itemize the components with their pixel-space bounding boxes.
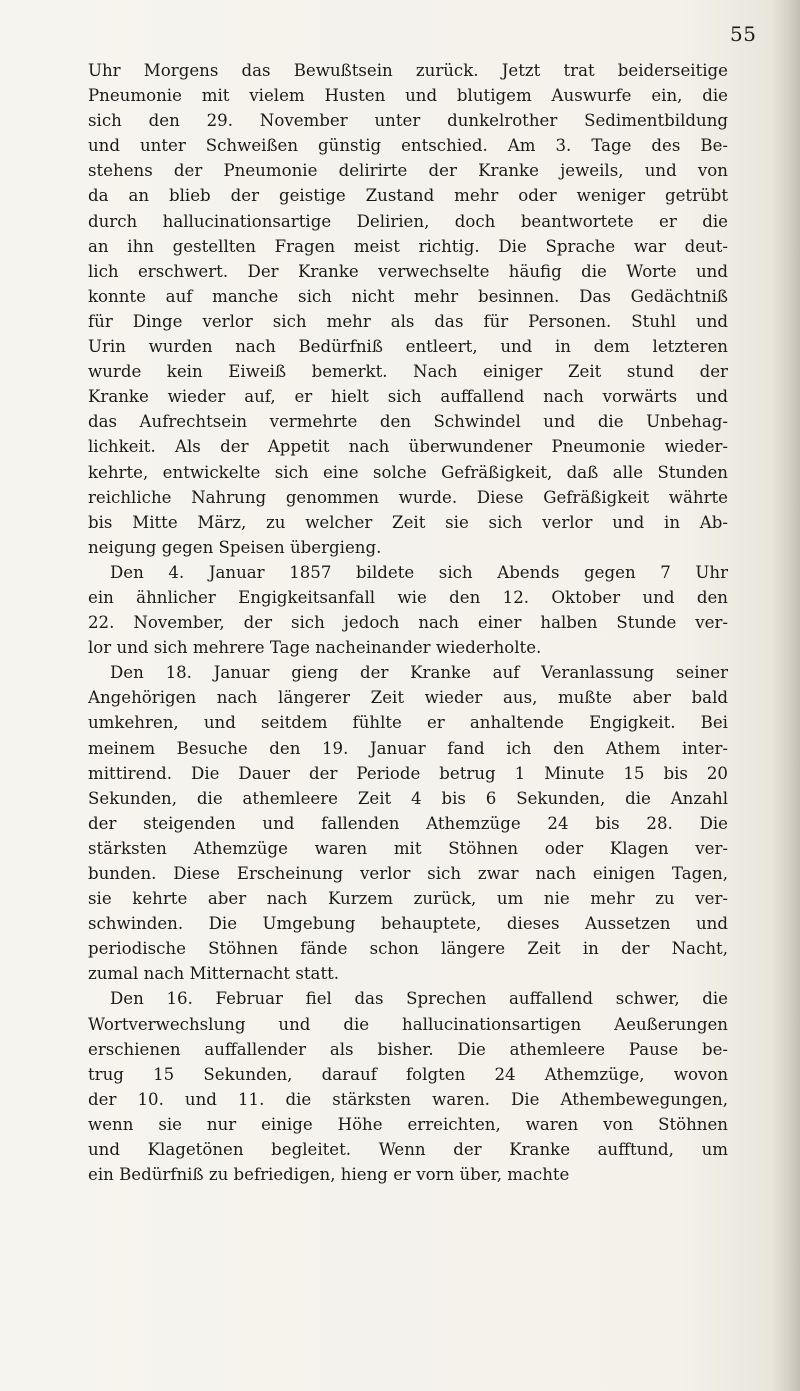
text-line: durch hallucinationsartige Delirien, doch beantwortete er die [88,211,728,231]
text-line: Den 18. Januar gieng der Kranke auf Veranlassung seiner [110,663,728,683]
text-line: Urin wurden nach Bedürfniß entleert, und in dem letzteren [88,337,728,357]
text-line: stehens der Pneumonie delirirte der Kranke jeweils, und von [88,161,728,181]
text-line: lich erschwert. Der Kranke verwechselte häufig die Worte und [88,261,728,281]
text-line: neigung gegen Speisen übergieng. [88,537,382,557]
text-line: lichkeit. Als der Appetit nach überwundener Pneumonie wieder- [88,437,728,457]
text-line: mittirend. Die Dauer der Periode betrug 1 Minute 15 bis 20 [88,763,728,783]
text-line: bunden. Diese Erscheinung verlor sich zwar nach einigen Tagen, [88,864,728,883]
text-line: trug 15 Sekunden, darauf folgten 24 Athemzüge, wovon [88,1064,728,1084]
text-line: an ihn gestellten Fragen meist richtig. Die Sprache war deut- [88,236,728,256]
text-line: lor und sich mehrere Tage nacheinander wiederholte. [88,638,542,658]
text-line: ein Bedürfniß zu befriedigen, hieng er vorn über, machte [88,1165,570,1185]
text-line: reichliche Nahrung genommen wurde. Diese Gefräßigkeit währte [88,487,728,507]
text-line: zumal nach Mitternacht statt. [88,964,340,984]
text-line: wurde kein Eiweiß bemerkt. Nach einiger Zeit stund der [88,362,728,382]
paragraph [88,58,728,560]
paragraph [88,660,728,986]
text-line: schwinden. Die Umgebung behauptete, dieses Aussetzen und [88,914,728,934]
text-line: Wortverwechslung und die hallucinationsartigen Aeußerungen [88,1014,728,1034]
page-number: 55 [730,22,757,46]
text-line: für Dinge verlor sich mehr als das für Personen. Stuhl und [88,311,728,331]
text-line: Sekunden, die athemleere Zeit 4 bis 6 Sekunden, die Anzahl [88,788,728,808]
text-line: sich den 29. November unter dunkelrother Sedimentbildung [88,111,728,131]
text-line: ein ähnlicher Engigkeitsanfall wie den 12. Oktober und den [88,587,728,607]
text-line: meinem Besuche den 19. Januar fand ich den Athem inter- [88,738,728,758]
text-line: und unter Schweißen günstig entschied. Am 3. Tage des Be- [88,136,728,156]
body-text [88,58,728,1187]
text-line: periodische Stöhnen fände schon längere Zeit in der Nacht, [88,939,728,959]
text-line: 22. November, der sich jedoch nach einer halben Stunde ver- [88,613,728,633]
text-line: da an blieb der geistige Zustand mehr oder weniger getrübt [88,186,728,206]
text-line: Pneumonie mit vielem Husten und blutigem Auswurfe ein, die [88,86,728,106]
text-line: konnte auf manche sich nicht mehr besinnen. Das Gedächtniß [88,286,728,306]
text-line: das Aufrechtsein vermehrte den Schwindel und die Unbehag- [88,412,728,432]
paragraph [88,560,728,660]
text-line: bis Mitte März, zu welcher Zeit sie sich verlor und in Ab- [88,512,728,532]
text-line: der 10. und 11. die stärksten waren. Die Athembewegungen, [88,1089,728,1109]
text-line: Kranke wieder auf, er hielt sich auffallend nach vorwärts und [88,387,728,407]
text-line: und Klagetönen begleitet. Wenn der Kranke aufftund, um [88,1140,728,1160]
text-line: Den 4. Januar 1857 bildete sich Abends gegen 7 Uhr [110,562,728,582]
text-line: stärksten Athemzüge waren mit Stöhnen oder Klagen ver- [88,838,728,858]
page-edge-shadow [772,0,800,1391]
text-line: erschienen auffallender als bisher. Die athemleere Pause be- [88,1039,728,1059]
text-line: kehrte, entwickelte sich eine solche Gefräßigkeit, daß alle Stunden [88,462,728,482]
text-line: Angehörigen nach längerer Zeit wieder aus, mußte aber bald [88,688,728,708]
text-line: Den 16. Februar fiel das Sprechen auffallend schwer, die [110,989,728,1009]
text-line: wenn sie nur einige Höhe erreichten, waren von Stöhnen [88,1114,728,1134]
text-line: Uhr Morgens das Bewußtsein zurück. Jetzt trat beiderseitige [88,61,728,80]
text-line: sie kehrte aber nach Kurzem zurück, um nie mehr zu ver- [88,889,728,909]
paragraph [88,986,728,1187]
text-line: umkehren, und seitdem fühlte er anhaltende Engigkeit. Bei [88,713,728,733]
text-line: der steigenden und fallenden Athemzüge 24 bis 28. Die [88,813,728,833]
